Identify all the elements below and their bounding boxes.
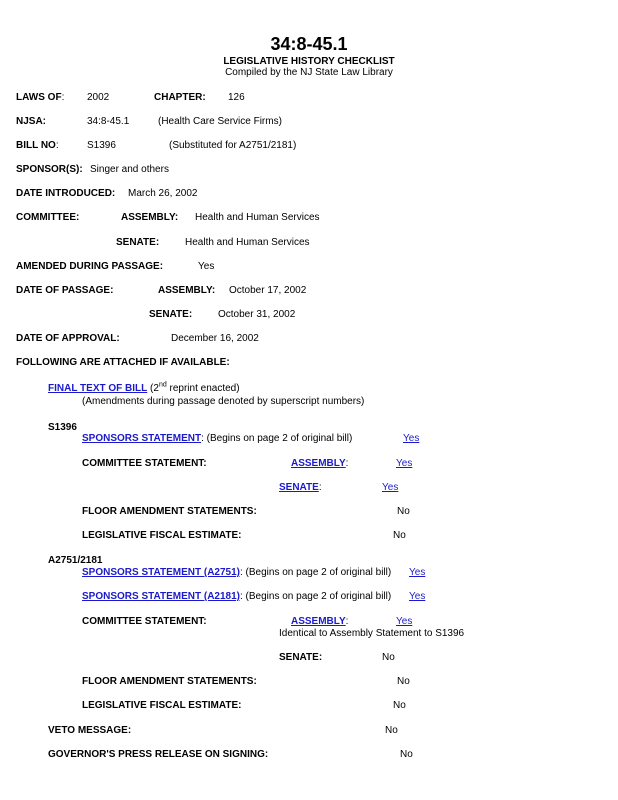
a2751-assembly-note: Identical to Assembly Statement to S1396: [279, 628, 465, 639]
bill-no-note: (Substituted for A2751/2181): [169, 140, 297, 151]
passage-senate-value: October 31, 2002: [218, 309, 296, 320]
s1396-fiscal-label: LEGISLATIVE FISCAL ESTIMATE:: [82, 530, 242, 541]
s1396-sponsors-row: SPONSORS STATEMENT: (Begins on page 2 of original bill): [82, 433, 353, 444]
committee-label: COMMITTEE:: [16, 212, 80, 223]
committee-assembly-label: ASSEMBLY:: [121, 212, 179, 223]
a2751-sponsors-statement-yes-link[interactable]: Yes: [409, 567, 426, 578]
final-text-row: FINAL TEXT OF BILL (2nd reprint enacted): [48, 381, 240, 394]
amended-value: Yes: [198, 261, 215, 272]
chapter-label: CHAPTER:: [154, 92, 206, 103]
s1396-assembly-link[interactable]: ASSEMBLY: [291, 458, 346, 469]
attached-heading: FOLLOWING ARE ATTACHED IF AVAILABLE:: [16, 357, 230, 368]
a2751-fiscal-label: LEGISLATIVE FISCAL ESTIMATE:: [82, 700, 242, 711]
a2181-sponsors-row: SPONSORS STATEMENT (A2181): (Begins on page 2 of original bill): [82, 591, 392, 602]
laws-of-value: 2002: [87, 92, 110, 103]
date-of-passage-label: DATE OF PASSAGE:: [16, 285, 114, 296]
s1396-sponsors-statement-yes-link[interactable]: Yes: [403, 433, 420, 444]
sponsors-value: Singer and others: [90, 164, 169, 175]
committee-senate-label: SENATE:: [116, 237, 160, 248]
s1396-sponsors-statement-link[interactable]: SPONSORS STATEMENT: [82, 433, 202, 444]
passage-assembly-value: October 17, 2002: [229, 285, 307, 296]
s1396-heading: S1396: [48, 422, 77, 433]
s1396-floor-label: FLOOR AMENDMENT STATEMENTS:: [82, 506, 257, 517]
veto-message-value: No: [385, 725, 398, 736]
amended-label: AMENDED DURING PASSAGE:: [16, 261, 164, 272]
a2751-assembly-yes-link[interactable]: Yes: [396, 616, 413, 627]
amendments-note: (Amendments during passage denoted by superscript numbers): [82, 396, 365, 407]
njsa-label: NJSA:: [16, 116, 47, 127]
chapter-value: 126: [228, 92, 245, 103]
final-text-link[interactable]: FINAL TEXT OF BILL: [48, 383, 148, 394]
press-release-value: No: [400, 749, 413, 760]
a2181-sponsors-statement-yes-link[interactable]: Yes: [409, 591, 426, 602]
a2751-floor-label: FLOOR AMENDMENT STATEMENTS:: [82, 676, 257, 687]
sponsors-label: SPONSOR(S):: [16, 164, 83, 175]
a2751-sponsors-row: SPONSORS STATEMENT (A2751): (Begins on page 2 of original bill): [82, 567, 392, 578]
s1396-assembly-yes-link[interactable]: Yes: [396, 458, 413, 469]
compiled-by: Compiled by the NJ State Law Library: [225, 67, 393, 78]
s1396-senate-yes-link[interactable]: Yes: [382, 482, 399, 493]
a2751-assembly-link[interactable]: ASSEMBLY: [291, 616, 346, 627]
njsa-value: 34:8-45.1: [87, 116, 130, 127]
a2751-assembly-row: ASSEMBLY:: [291, 616, 349, 627]
page-title: 34:8-45.1: [270, 34, 348, 54]
a2751-floor-value: No: [397, 676, 410, 687]
a2751-fiscal-value: No: [393, 700, 406, 711]
a2181-sponsors-statement-link[interactable]: SPONSORS STATEMENT (A2181): [82, 591, 240, 602]
njsa-note: (Health Care Service Firms): [158, 116, 282, 127]
page-subtitle: LEGISLATIVE HISTORY CHECKLIST: [223, 56, 395, 67]
date-introduced-value: March 26, 2002: [128, 188, 198, 199]
committee-senate-value: Health and Human Services: [185, 237, 310, 248]
s1396-floor-value: No: [397, 506, 410, 517]
s1396-committee-label: COMMITTEE STATEMENT:: [82, 458, 207, 469]
date-introduced-label: DATE INTRODUCED:: [16, 188, 116, 199]
date-of-approval-label: DATE OF APPROVAL:: [16, 333, 120, 344]
laws-of-label: LAWS OF:: [16, 92, 65, 103]
passage-senate-label: SENATE:: [149, 309, 193, 320]
veto-message-label: VETO MESSAGE:: [48, 725, 132, 736]
a2751-senate-label: SENATE:: [279, 652, 323, 663]
committee-assembly-value: Health and Human Services: [195, 212, 320, 223]
date-of-approval-value: December 16, 2002: [171, 333, 259, 344]
bill-no-label: BILL NO:: [16, 140, 59, 151]
a2751-sponsors-statement-link[interactable]: SPONSORS STATEMENT (A2751): [82, 567, 240, 578]
s1396-senate-row: SENATE:: [279, 482, 322, 493]
bill-no-value: S1396: [87, 140, 116, 151]
a2751-senate-value: No: [382, 652, 395, 663]
a2751-heading: A2751/2181: [48, 555, 103, 566]
press-release-label: GOVERNOR'S PRESS RELEASE ON SIGNING:: [48, 749, 269, 760]
a2751-committee-label: COMMITTEE STATEMENT:: [82, 616, 207, 627]
passage-assembly-label: ASSEMBLY:: [158, 285, 216, 296]
s1396-senate-link[interactable]: SENATE: [279, 482, 319, 493]
s1396-assembly-row: ASSEMBLY:: [291, 458, 349, 469]
s1396-fiscal-value: No: [393, 530, 406, 541]
